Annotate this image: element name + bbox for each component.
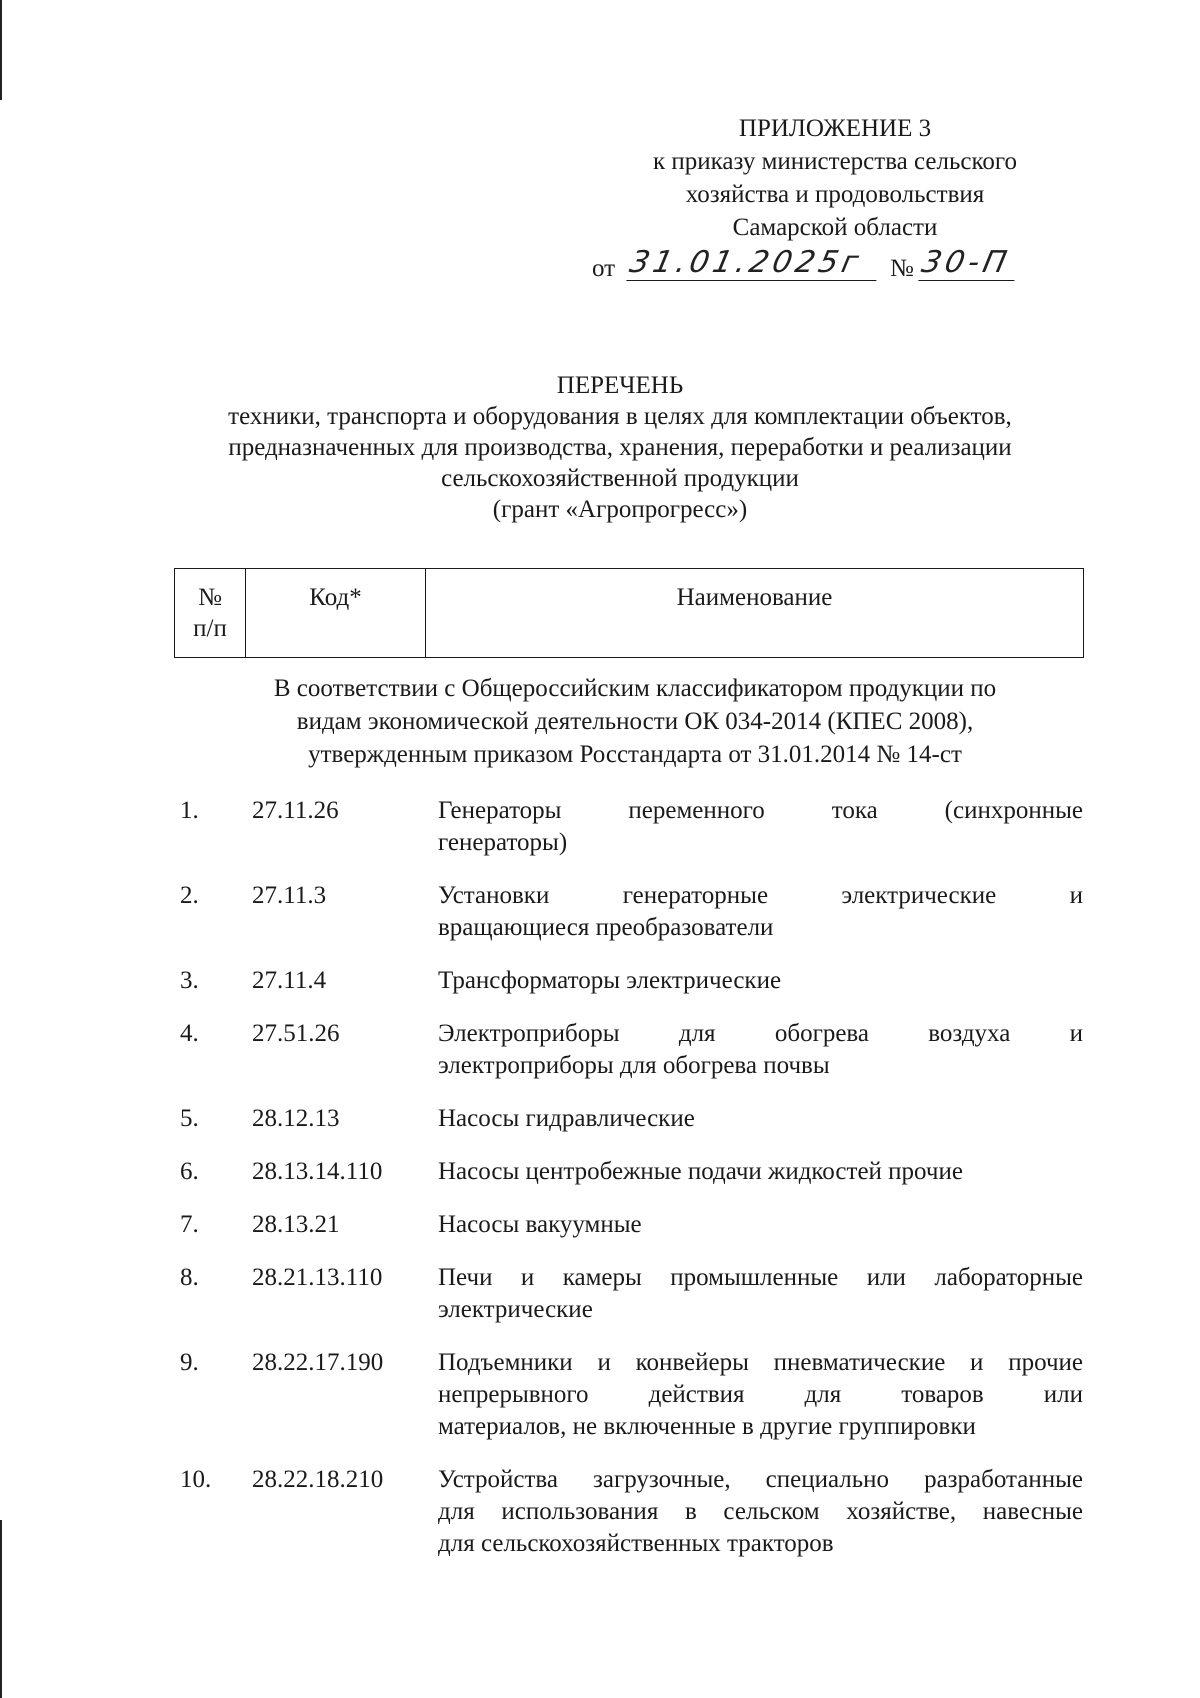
item-name — [438, 795, 1083, 859]
section-note-line-3: утвержденным приказом Росстандарта от 31.01.2014 № 14-ст — [308, 741, 962, 768]
appendix-title: ПРИЛОЖЕНИЕ 3 — [738, 115, 932, 142]
item-number: 1. — [180, 797, 199, 824]
section-note-line-2: видам экономической деятельности ОК 034-2014 (КПЕС 2008), — [296, 708, 974, 735]
item-name-line: электроприборы для обогрева почвы — [438, 1052, 830, 1079]
title-line-2: предназначенных для производства, хранения, переработки и реализации — [228, 434, 1012, 461]
item-name-line: материалов, не включенные в другие группировки — [438, 1413, 976, 1440]
item-code: 27.11.26 — [252, 797, 339, 824]
order-number-label: № — [890, 255, 914, 282]
title-line-4: (грант «Агропрогресс») — [492, 496, 748, 523]
item-code: 28.22.17.190 — [252, 1349, 384, 1376]
item-name-line: электрические — [438, 1296, 593, 1323]
item-name — [438, 880, 1083, 944]
item-name-line: Устройства загрузочные, специально разработанные — [438, 1466, 1083, 1493]
item-code: 28.21.13.110 — [252, 1264, 383, 1291]
col-header-code: Код* — [246, 569, 426, 657]
item-name-line: Насосы вакуумные — [438, 1211, 642, 1238]
item-name — [438, 1347, 1083, 1443]
item-name-line: Подъемники и конвейеры пневматические и прочие — [438, 1349, 1083, 1376]
item-name-line: Электроприборы для обогрева воздуха и — [438, 1020, 1083, 1047]
item-name-line: Трансформаторы электрические — [438, 967, 782, 994]
item-name-line: Насосы гидравлические — [438, 1105, 695, 1132]
item-name — [438, 1156, 1083, 1188]
order-reference — [592, 245, 1070, 284]
item-number: 10. — [180, 1466, 212, 1493]
col-number-line-2: п/п — [193, 615, 227, 642]
appendix-header — [592, 112, 1070, 284]
item-number: 4. — [180, 1020, 199, 1047]
item-code: 28.13.21 — [252, 1211, 340, 1238]
item-name-line: Насосы центробежные подачи жидкостей прочие — [438, 1158, 963, 1185]
item-code: 28.22.18.210 — [252, 1466, 384, 1493]
item-code: 28.13.14.110 — [252, 1158, 383, 1185]
item-name-line: непрерывного действия для товаров или — [438, 1381, 1083, 1408]
item-name — [438, 1209, 1083, 1241]
item-name — [438, 1262, 1083, 1326]
item-name — [438, 965, 1083, 997]
col-header-number — [174, 569, 246, 657]
item-number: 7. — [180, 1211, 199, 1238]
item-name-line: Генераторы переменного тока (синхронные — [438, 797, 1083, 824]
item-name — [438, 1103, 1083, 1135]
item-name-line: Печи и камеры промышленные или лабораторные — [438, 1264, 1083, 1291]
item-number: 5. — [180, 1105, 199, 1132]
title-line-1: техники, транспорта и оборудования в целях для комплектации объектов, — [228, 403, 1012, 430]
appendix-line-2: хозяйства и продовольствия — [685, 181, 985, 208]
item-code: 27.51.26 — [252, 1020, 340, 1047]
scan-margin-line-bottom — [0, 1520, 2, 1698]
order-date-handwritten: 31.01.2025г — [626, 246, 883, 281]
item-number: 2. — [180, 882, 199, 909]
section-note-line-1: В соответствии с Общероссийским классификатором продукции по — [273, 675, 997, 702]
scan-margin-line-top — [0, 0, 2, 100]
item-name-line: для использования в сельском хозяйстве, навесные — [438, 1498, 1083, 1525]
order-date-label: от — [592, 255, 616, 282]
item-name-line: для сельскохозяйственных тракторов — [438, 1530, 834, 1557]
order-number-handwritten: 30-П — [918, 246, 1021, 281]
document-title-block — [150, 370, 1090, 525]
item-code: 27.11.4 — [252, 967, 327, 994]
item-number: 3. — [180, 967, 199, 994]
item-number: 9. — [180, 1349, 199, 1376]
item-name-line: генераторы) — [438, 829, 568, 856]
appendix-line-1: к приказу министерства сельского — [652, 148, 1017, 175]
item-number: 8. — [180, 1264, 199, 1291]
title-line-3: сельскохозяйственной продукции — [441, 465, 799, 492]
item-name — [438, 1464, 1083, 1560]
item-name — [438, 1018, 1083, 1082]
appendix-line-3: Самарской области — [732, 214, 938, 241]
item-code: 27.11.3 — [252, 882, 327, 909]
item-name-line: Установки генераторные электрические и — [438, 882, 1083, 909]
document-heading: ПЕРЕЧЕНЬ — [556, 372, 684, 399]
item-name-line: вращающиеся преобразователи — [438, 914, 774, 941]
item-number: 6. — [180, 1158, 199, 1185]
col-header-name: Наименование — [426, 569, 1084, 657]
item-code: 28.12.13 — [252, 1105, 340, 1132]
table-header — [174, 568, 1084, 658]
col-number-line-1: № — [198, 584, 222, 611]
section-note — [190, 672, 1080, 771]
